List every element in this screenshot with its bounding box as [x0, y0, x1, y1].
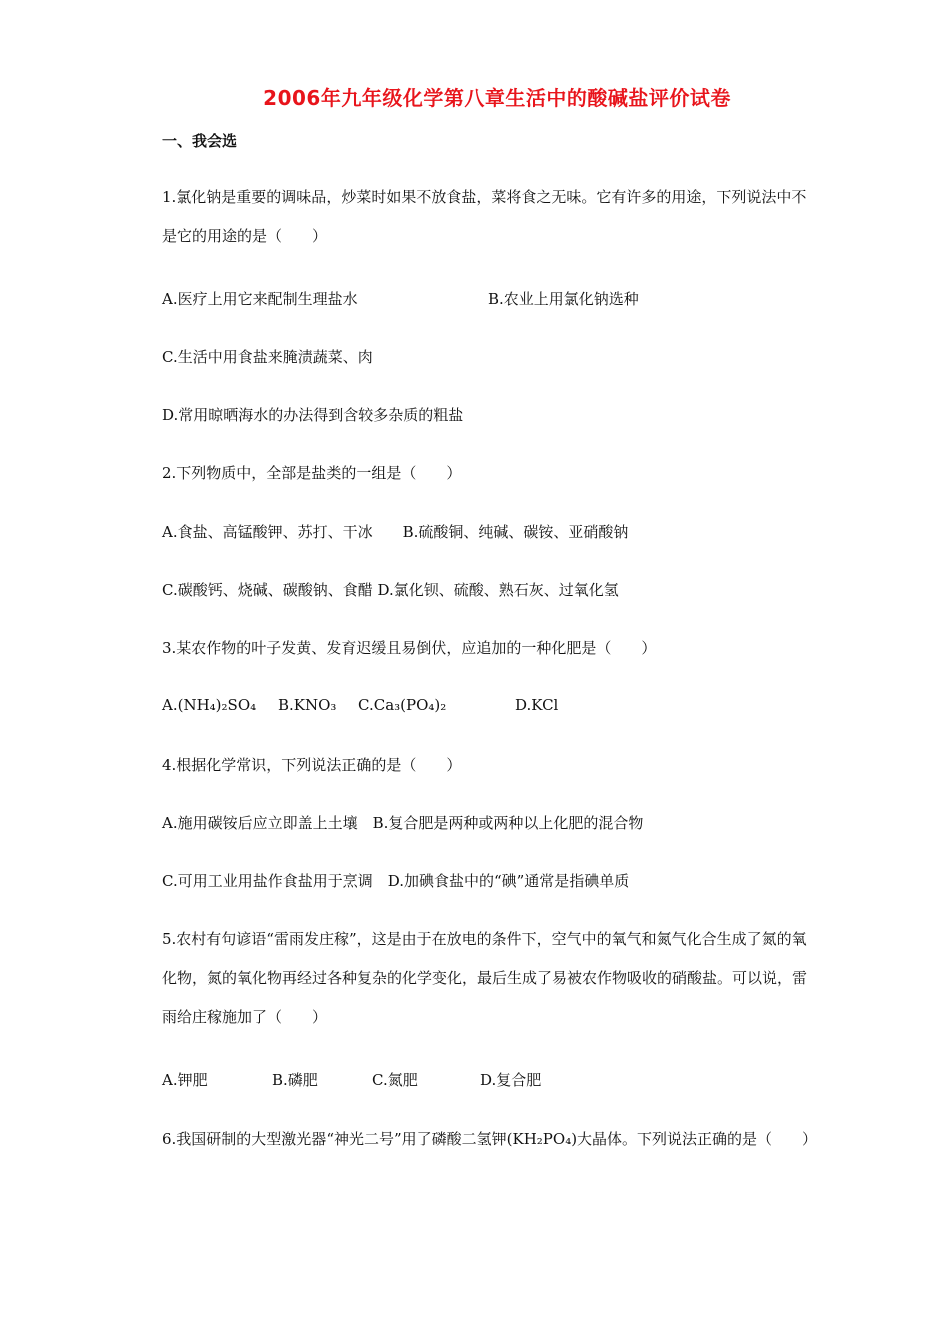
- question-2-stem: 2.下列物质中，全部是盐类的一组是（ ）: [162, 464, 462, 482]
- question-6-stem: 6.我国研制的大型激光器“神光二号”用了磷酸二氢钾(KH₂PO₄)大晶体。下列说法正确的是（ ）: [162, 1130, 818, 1148]
- q1-option-a: A.医疗上用它来配制生理盐水: [162, 290, 358, 308]
- q1-option-d: D.常用晾晒海水的办法得到含较多杂质的粗盐: [162, 406, 464, 424]
- q5-option-c: C.氮肥: [372, 1071, 418, 1089]
- q3-option-c: C.Ca₃(PO₄)₂: [358, 696, 447, 714]
- q3-option-b: B.KNO₃: [278, 696, 337, 714]
- q1-option-c: C.生活中用食盐来腌渍蔬菜、肉: [162, 348, 373, 366]
- q4-options-cd: C.可用工业用盐作食盐用于烹调 D.加碘食盐中的“碘”通常是指碘单质: [162, 872, 630, 890]
- exam-title: 2006年九年级化学第八章生活中的酸碱盐评价试卷: [263, 86, 731, 110]
- q5-option-a: A.钾肥: [162, 1071, 208, 1089]
- section-heading: 一、我会选: [162, 132, 238, 150]
- question-3-stem: 3.某农作物的叶子发黄、发育迟缓且易倒伏，应追加的一种化肥是（ ）: [162, 639, 657, 657]
- q4-options-ab: A.施用碳铵后应立即盖上土壤 B.复合肥是两种或两种以上化肥的混合物: [162, 814, 644, 832]
- q3-option-d: D.KCl: [515, 696, 559, 714]
- q5-option-b: B.磷肥: [272, 1071, 318, 1089]
- q3-option-a: A.(NH₄)₂SO₄: [162, 696, 257, 714]
- q2-options-cd: C.碳酸钙、烧碱、碳酸钠、食醋 D.氯化钡、硫酸、熟石灰、过氧化氢: [162, 581, 619, 599]
- question-5-stem: 5.农村有句谚语“雷雨发庄稼”，这是由于在放电的条件下，空气中的氧气和氮气化合生成了氮的氧化物，氮的氧化物再经过各种复杂的化学变化，最后生成了易被农作物吸收的硝酸盐。可以说，雷雨给庄稼施加了（ ）: [162, 930, 808, 1026]
- q2-options-ab: A.食盐、高锰酸钾、苏打、干冰 B.硫酸铜、纯碱、碳铵、亚硝酸钠: [162, 523, 629, 541]
- question-4-stem: 4.根据化学常识，下列说法正确的是（ ）: [162, 756, 462, 774]
- q1-option-b: B.农业上用氯化钠选种: [488, 290, 639, 308]
- question-1-stem: 1.氯化钠是重要的调味品，炒菜时如果不放食盐，菜将食之无味。它有许多的用途，下列说法中不是它的用途的是（ ）: [162, 188, 807, 245]
- q5-option-d: D.复合肥: [480, 1071, 542, 1089]
